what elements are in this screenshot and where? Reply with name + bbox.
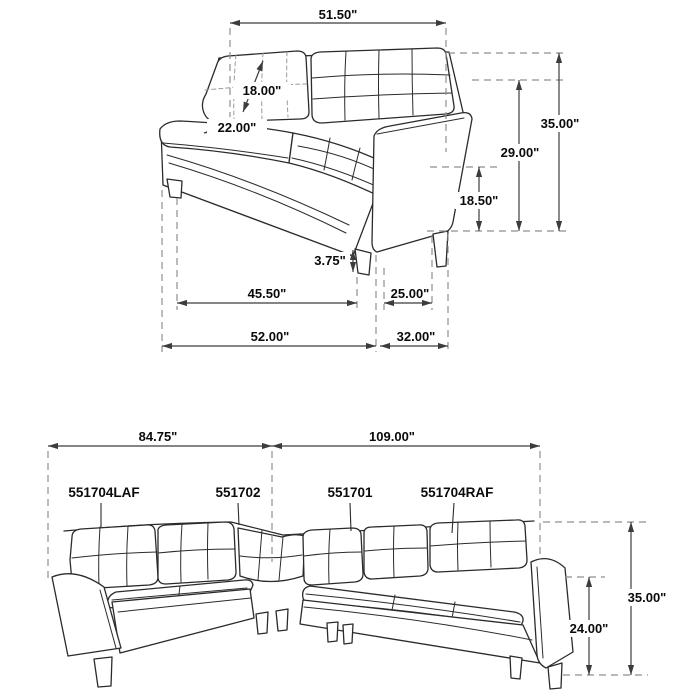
leader-line (350, 503, 351, 531)
dim-label-back-height: 29.00" (500, 145, 540, 160)
part-label-laf-loveseat: 551704LAF (68, 485, 140, 500)
dim-label-left-section-width: 84.75" (138, 429, 178, 444)
loveseat-diagram (160, 7, 583, 352)
dim-label-overall-depth: 32.00" (396, 329, 436, 344)
dim-label-interior-width: 45.50" (247, 286, 287, 301)
dim-label-side-interior-depth: 25.00" (390, 286, 430, 301)
leader-line (238, 503, 239, 525)
dim-label-overall-height: 35.00" (627, 590, 667, 605)
dim-label-arm-height: 18.50" (459, 193, 499, 208)
back-cushion (158, 522, 236, 584)
dim-label-overall-height: 35.00" (540, 116, 580, 131)
back-cushion (364, 525, 428, 579)
dim-label-arm-height: 24.00" (569, 621, 609, 636)
part-label-armless-chair: 551701 (327, 485, 373, 500)
back-cushion (303, 528, 363, 585)
dim-label-leg-height: 3.75" (314, 253, 346, 268)
sectional-drawing (52, 520, 573, 689)
dim-label-overall-width: 52.00" (250, 329, 290, 344)
part-label-corner: 551702 (215, 485, 261, 500)
part-label-raf-loveseat: 551704RAF (420, 485, 494, 500)
dim-label-back-width: 51.50" (318, 7, 358, 22)
dim-label-seat-depth: 22.00" (217, 120, 257, 135)
back-cushion (430, 520, 527, 572)
dim-label-right-section-width: 109.00" (369, 429, 415, 444)
sectional-diagram (48, 429, 674, 689)
dim-label-back-cushion-height: 18.00" (242, 83, 282, 98)
loveseat-drawing (160, 48, 472, 275)
sofa-back-cushion-right (311, 48, 454, 123)
